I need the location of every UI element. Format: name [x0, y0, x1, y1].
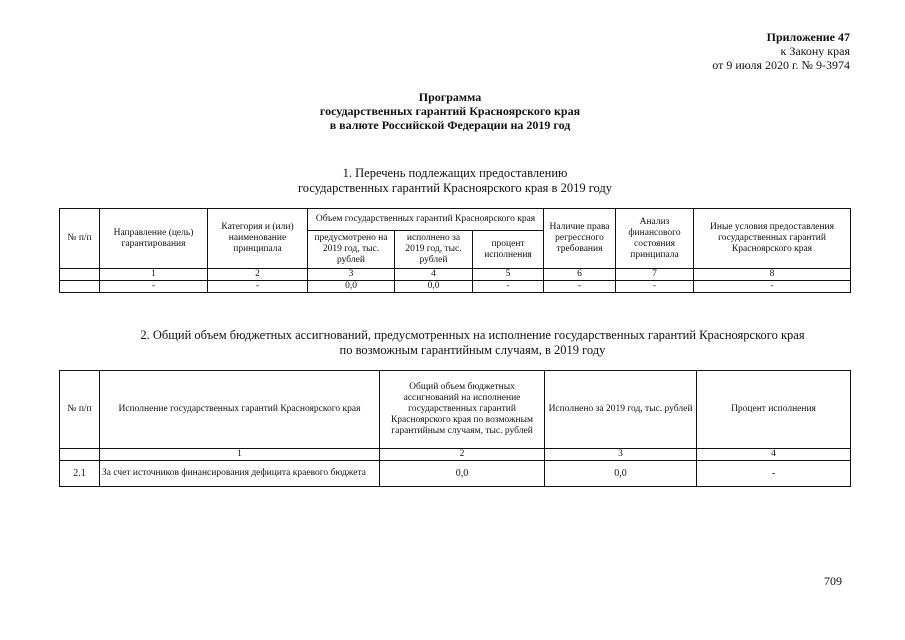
program-title	[200, 90, 700, 132]
header-total-allocations: Общий объем бюджетных ассигнований на исполнение государственных гарантий Красноярского края по возможным гарантийным случаям, тыс. рублей	[380, 371, 545, 449]
header-execution: Исполнение государственных гарантий Красноярского края	[100, 371, 380, 449]
row-executed: 0,0	[545, 461, 697, 487]
guarantees-list-table	[59, 208, 851, 293]
row-total: 0,0	[380, 461, 545, 487]
header-regress: Наличие права регрессного требования	[544, 209, 616, 269]
col-number-cell: 7	[616, 269, 694, 281]
budget-allocations-table	[59, 370, 851, 487]
col-number-cell: 4	[697, 449, 851, 461]
col-number-cell: 1	[100, 269, 208, 281]
annex-number: Приложение 47	[766, 30, 850, 44]
table-cell: -	[616, 281, 694, 293]
header-other-conditions: Иные условия предоставления государственных гарантий Красноярского края	[694, 209, 851, 269]
header-volume-group: Объем государственных гарантий Красноярского края	[308, 209, 544, 231]
col-number-cell: 6	[544, 269, 616, 281]
col-number-cell: 5	[473, 269, 544, 281]
col-number-cell: 3	[545, 449, 697, 461]
section1-title-line1: 1. Перечень подлежащих предоставлению	[342, 166, 568, 180]
program-title-line3: в валюте Российской Федерации на 2019 год	[329, 118, 571, 132]
annex-header	[560, 30, 850, 72]
row-number: 2.1	[60, 461, 100, 487]
header-analysis: Анализ финансового состояния принципала	[616, 209, 694, 269]
annex-law-ref: к Закону края	[780, 44, 850, 58]
section1-title	[150, 166, 760, 196]
section1-title-line2: государственных гарантий Красноярского края в 2019 году	[297, 181, 613, 195]
col-number-cell: 1	[100, 449, 380, 461]
header-direction: Направление (цель) гарантирования	[100, 209, 208, 269]
annex-law-date: от 9 июля 2020 г. № 9-3974	[712, 58, 850, 72]
section2-title	[100, 328, 845, 358]
col-number-cell	[60, 449, 100, 461]
header-num: № п/п	[60, 371, 100, 449]
header-percent: процент исполнения	[473, 231, 544, 269]
col-number-cell: 3	[308, 269, 395, 281]
table-cell: -	[473, 281, 544, 293]
table-cell: -	[100, 281, 208, 293]
row-percent: -	[697, 461, 851, 487]
col-number-cell: 4	[395, 269, 473, 281]
table-cell	[60, 281, 100, 293]
header-executed: Исполнено за 2019 год, тыс. рублей	[545, 371, 697, 449]
header-category: Категория и (или) наименование принципала	[208, 209, 308, 269]
program-title-line2: государственных гарантий Красноярского края	[319, 104, 581, 118]
row-source: За счет источников финансирования дефицита краевого бюджета	[100, 461, 380, 487]
col-number-cell	[60, 269, 100, 281]
header-percent: Процент исполнения	[697, 371, 851, 449]
page-number: 709	[824, 574, 842, 588]
table-row	[60, 461, 851, 487]
header-num: № п/п	[60, 209, 100, 269]
table-cell: 0,0	[395, 281, 473, 293]
col-number-cell: 2	[380, 449, 545, 461]
header-executed: исполнено за 2019 год, тыс. рублей	[395, 231, 473, 269]
col-number-cell: 8	[694, 269, 851, 281]
column-numbers-row	[60, 269, 851, 281]
header-planned: предусмотрено на 2019 год, тыс. рублей	[308, 231, 395, 269]
column-numbers-row	[60, 449, 851, 461]
table-row	[60, 281, 851, 293]
table-cell: 0,0	[308, 281, 395, 293]
section2-title-line2: по возможным гарантийным случаям, в 2019 году	[339, 343, 606, 357]
table-cell: -	[694, 281, 851, 293]
col-number-cell: 2	[208, 269, 308, 281]
table-cell: -	[208, 281, 308, 293]
program-title-line1: Программа	[418, 90, 482, 104]
table-cell: -	[544, 281, 616, 293]
section2-title-line1: 2. Общий объем бюджетных ассигнований, предусмотренных на исполнение государственных гарантий Красноярского края	[140, 328, 805, 342]
